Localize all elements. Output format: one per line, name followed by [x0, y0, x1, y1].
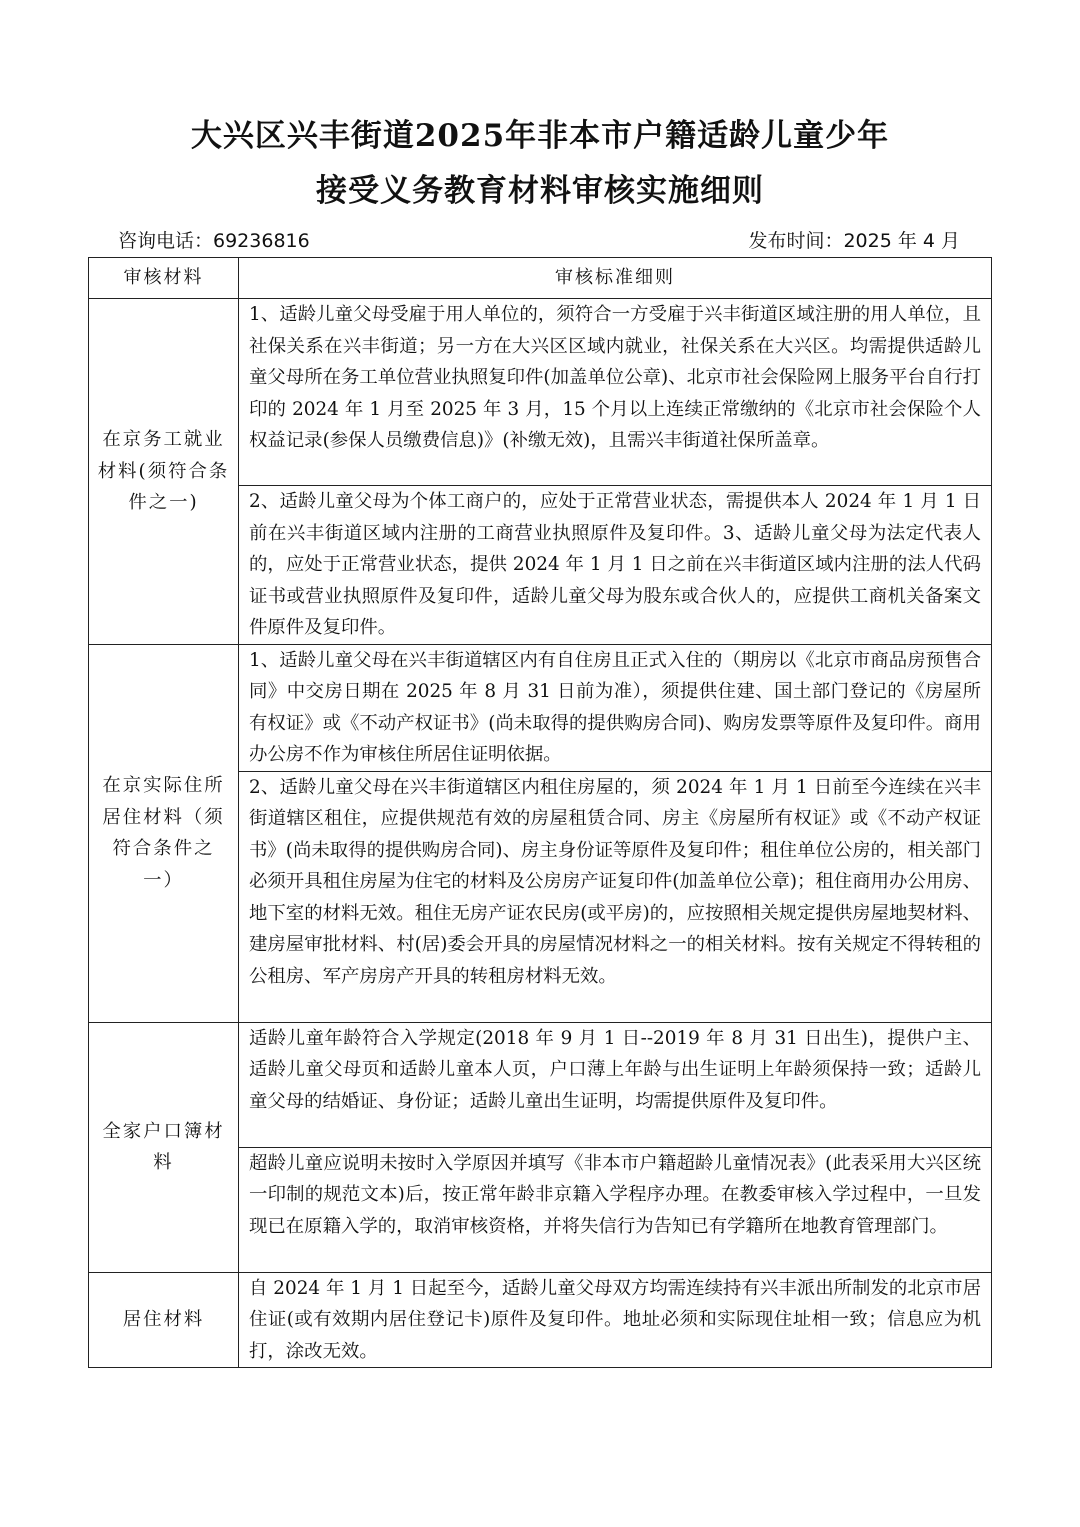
publish-date: 发布时间：2025 年 4 月 [748, 230, 960, 252]
review-rules-table [88, 257, 992, 1368]
consultation-phone: 咨询电话：69236816 [118, 230, 310, 252]
material-residence-permit: 居住材料 [89, 1272, 239, 1368]
document-title-line-2: 接受义务教育材料审核实施细则 [316, 173, 764, 209]
material-employment: 在京务工就业材料(须符合条件之一) [89, 299, 239, 645]
rule-employment-1: 1、适龄儿童父母受雇于用人单位的，须符合一方受雇于兴丰街道区域注册的用人单位，且社保关系在兴丰街道；另一方在大兴区区域内就业，社保关系在大兴区。均需提供适龄儿童父母所在务工单位营业执照复印件(加盖单位公章)、北京市社会保险网上服务平台自行打印的 2024 年 1 月至 2025 年 3 月，15 个月以上连续正常缴纳的《北京市社会保险个人权益记录(参保人员缴费信息)》(补缴无效)，且需兴丰街道社保所盖章。 [239, 299, 992, 486]
table-header-row [89, 258, 992, 299]
header-material: 审核材料 [89, 258, 239, 299]
document-title-line-1: 大兴区兴丰街道2025年非本市户籍适龄儿童少年 [190, 118, 890, 154]
table-row [89, 1022, 992, 1147]
material-household-register: 全家户口簿材料 [89, 1022, 239, 1272]
rule-employment-2-3: 2、适龄儿童父母为个体工商户的，应处于正常营业状态，需提供本人 2024 年 1 月 1 日前在兴丰街道区域内注册的工商营业执照原件及复印件。3、适龄儿童父母为法定代表人的，应处于正常营业状态，提供 2024 年 1 月 1 日之前在兴丰街道区域内注册的法人代码证书或营业执照原件及复印件，适龄儿童父母为股东或合伙人的，应提供工商机关备案文件原件及复印件。 [239, 486, 992, 645]
table-row [89, 644, 992, 771]
rule-residence-1: 1、适龄儿童父母在兴丰街道辖区内有自住房且正式入住的（期房以《北京市商品房预售合同》中交房日期在 2025 年 8 月 31 日前为准），须提供住建、国土部门登记的《房屋所有权证》或《不动产权证书》(尚未取得的提供购房合同)、购房发票等原件及复印件。商用办公房不作为审核住所居住证明依据。 [239, 644, 992, 771]
rule-residence-permit: 自 2024 年 1 月 1 日起至今，适龄儿童父母双方均需连续持有兴丰派出所制发的北京市居住证(或有效期内居住登记卡)原件及复印件。地址必须和实际现住址相一致；信息应为机打，涂改无效。 [239, 1272, 992, 1368]
table-row [89, 299, 992, 486]
rule-household-2: 超龄儿童应说明未按时入学原因并填写《非本市户籍超龄儿童情况表》(此表采用大兴区统一印制的规范文本)后，按正常年龄非京籍入学程序办理。在教委审核入学过程中，一旦发现已在原籍入学的，取消审核资格，并将失信行为告知已有学籍所在地教育管理部门。 [239, 1147, 992, 1272]
header-rules: 审核标准细则 [239, 258, 992, 299]
rule-residence-2: 2、适龄儿童父母在兴丰街道辖区内租住房屋的，须 2024 年 1 月 1 日前至今连续在兴丰街道辖区租住，应提供规范有效的房屋租赁合同、房主《房屋所有权证》或《不动产权证书》(尚未取得的提供购房合同)、房主身份证等原件及复印件；租住单位公房的，相关部门必须开具租住房屋为住宅的材料及公房房产证复印件(加盖单位公章)；租住商用办公用房、地下室的材料无效。租住无房产证农民房(或平房)的，应按照相关规定提供房屋地契材料、建房屋审批材料、村(居)委会开具的房屋情况材料之一的相关材料。按有关规定不得转租的公租房、军产房房产开具的转租房材料无效。 [239, 771, 992, 1022]
table-row [89, 1272, 992, 1368]
material-residence: 在京实际住所居住材料（须符合条件之一） [89, 644, 239, 1022]
rule-household-1: 适龄儿童年龄符合入学规定(2018 年 9 月 1 日--2019 年 8 月 31 日出生)，提供户主、适龄儿童父母页和适龄儿童本人页，户口薄上年龄与出生证明上年龄须保持一致；适龄儿童父母的结婚证、身份证；适龄儿童出生证明，均需提供原件及复印件。 [239, 1022, 992, 1147]
